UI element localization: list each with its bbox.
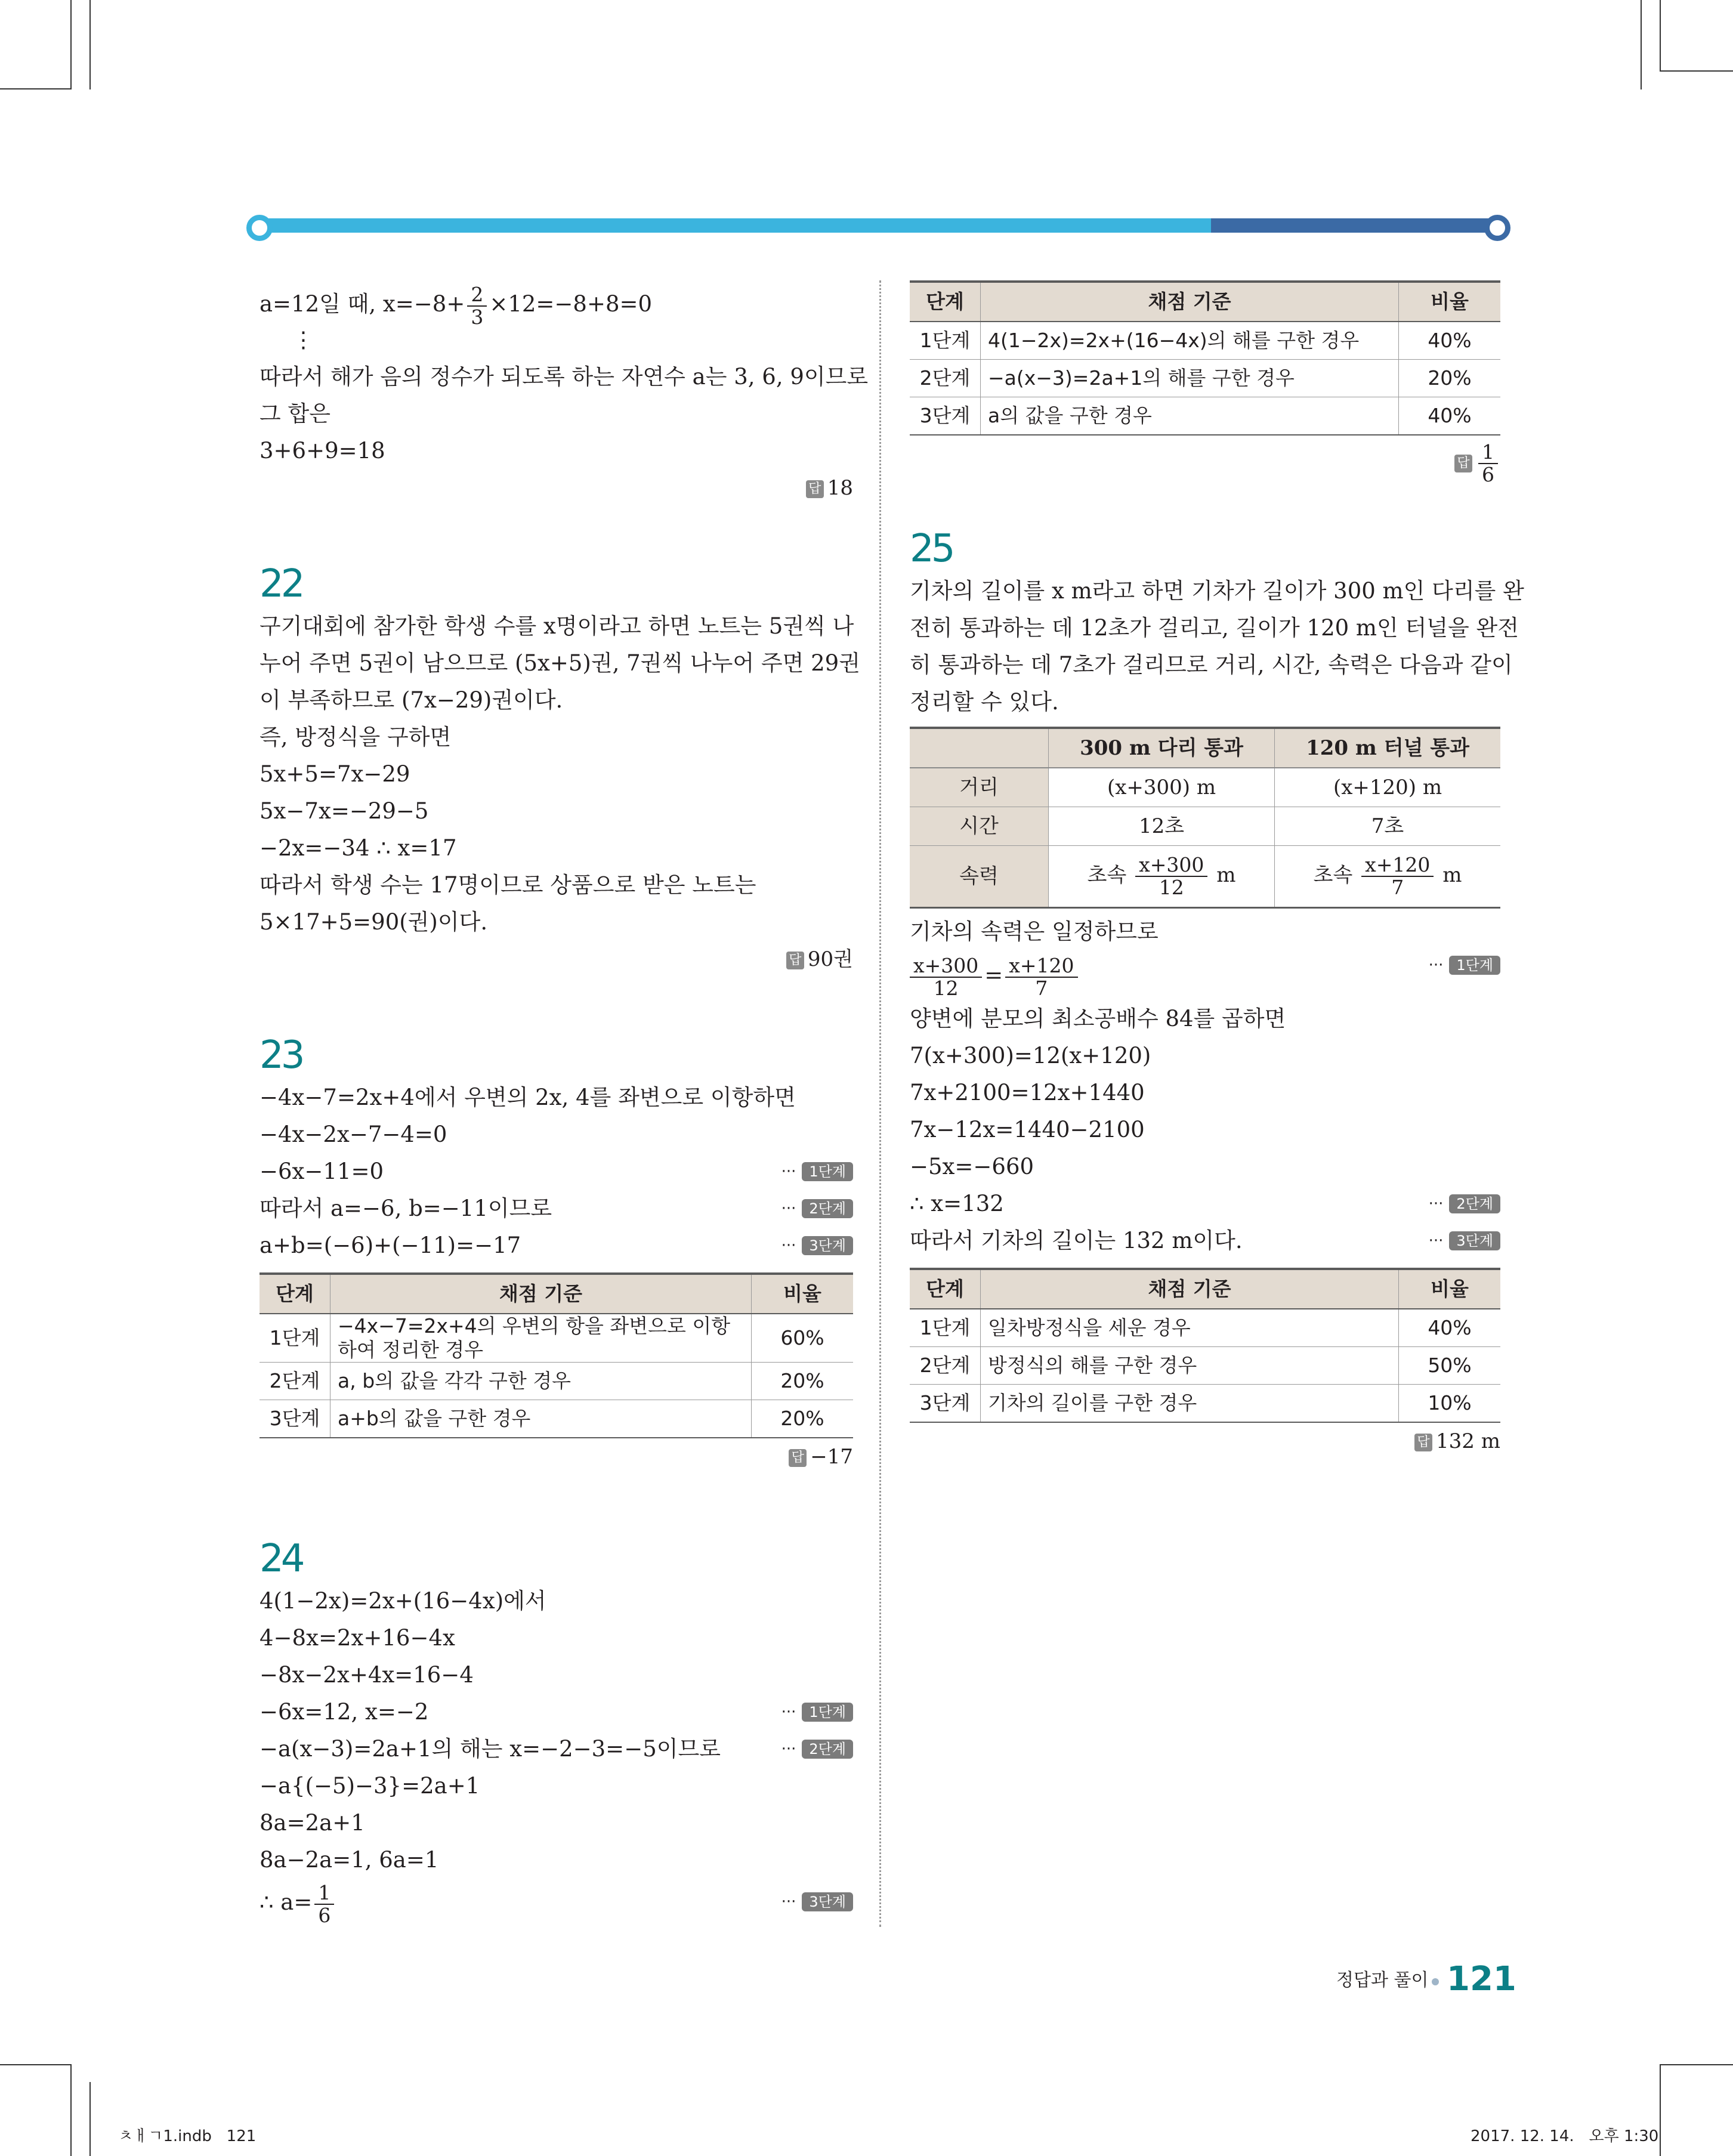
table-cell-ratio: 40%	[1399, 1309, 1501, 1347]
table-cell-ratio: 20%	[1399, 360, 1501, 397]
step-tag: 3단계	[1449, 1231, 1500, 1250]
step-marker	[781, 1892, 853, 1912]
crop-mark	[1660, 70, 1733, 72]
crop-mark	[1660, 2064, 1733, 2065]
speed-prefix: 초속	[1313, 863, 1353, 887]
step-tag: 3단계	[802, 1236, 853, 1255]
solution-text: −6x−11=0	[260, 1159, 384, 1184]
table-cell-criterion: 방정식의 해를 구한 경우	[981, 1347, 1399, 1385]
answer-label: 답	[1414, 1434, 1432, 1451]
numerator: x+120	[1005, 955, 1077, 978]
step-marker	[781, 1739, 853, 1759]
table-cell-step: 3단계	[260, 1400, 330, 1438]
row-label-speed: 속력	[910, 846, 1049, 908]
solution-line	[260, 756, 853, 793]
table-header: 채점 기준	[981, 1269, 1399, 1309]
step-tag: 1단계	[802, 1162, 853, 1181]
table-cell-criterion: a+b의 값을 구한 경우	[330, 1400, 752, 1438]
table-cell-step: 3단계	[910, 1385, 981, 1423]
row-label-time: 시간	[910, 807, 1049, 846]
crop-mark	[0, 88, 72, 89]
distance-tunnel: (x+120) m	[1275, 768, 1500, 807]
table-header: 단계	[260, 1274, 330, 1314]
table-cell-step: 3단계	[910, 397, 981, 435]
page-number: 121	[1447, 1960, 1516, 1999]
solution-text: −5x=−660	[910, 1154, 1034, 1179]
table-cell-criterion: 4(1−2x)=2x+(16−4x)의 해를 구한 경우	[981, 322, 1399, 360]
time-tunnel: 7초	[1275, 807, 1500, 846]
right-column	[910, 280, 1524, 1460]
solution-line	[910, 1074, 1500, 1111]
solution-line	[260, 1842, 853, 1879]
solution-text: −a(x−3)=2a+1의 해는 x=−2−3=−5이므로	[260, 1736, 721, 1762]
crop-mark	[1660, 2064, 1661, 2156]
numerator: 1	[1478, 441, 1498, 464]
denominator: 7	[1035, 976, 1048, 1000]
step-marker	[1429, 955, 1500, 975]
equals-sign: =	[984, 962, 1003, 988]
intro-line: 3+6+9=18	[260, 438, 385, 464]
denominator: 6	[318, 1903, 331, 1927]
solution-line	[910, 1148, 1500, 1185]
table-cell-step: 2단계	[260, 1363, 330, 1400]
denominator: 3	[471, 305, 484, 329]
solution-line	[910, 1111, 1500, 1148]
speed-unit: m	[1442, 863, 1462, 887]
step-dots: ···	[781, 1163, 796, 1181]
step-dots: ···	[781, 1200, 796, 1218]
solution-line	[910, 684, 1500, 721]
numerator: x+300	[1135, 854, 1207, 877]
scoring-table	[910, 280, 1500, 435]
answer-label: 답	[789, 1449, 807, 1467]
section-label: 정답과 풀이	[1336, 1970, 1429, 1991]
crop-mark	[1660, 0, 1661, 72]
answer	[910, 1423, 1500, 1460]
step-tag: 2단계	[802, 1740, 853, 1759]
step-tag: 2단계	[802, 1199, 853, 1218]
time-bridge: 12초	[1049, 807, 1275, 846]
solution-line	[260, 1768, 853, 1805]
solution-text: 4−8x=2x+16−4x	[260, 1625, 455, 1651]
step-marker	[781, 1199, 853, 1219]
equation-line	[910, 950, 1500, 1000]
crop-mark	[89, 2082, 91, 2156]
answer	[260, 1438, 853, 1475]
footer-file: ㅊㅐㄱ1.indb 121	[118, 2127, 257, 2145]
step-marker	[781, 1702, 853, 1722]
table-header: 비율	[752, 1274, 854, 1314]
table-cell-criterion: a, b의 값을 각각 구한 경우	[330, 1363, 752, 1400]
solution-line: 기차의 속력은 일정하므로	[910, 919, 1159, 944]
solution-line	[910, 610, 1519, 647]
numerator: 2	[467, 284, 487, 307]
solution-text: 7(x+300)=12(x+120)	[910, 1043, 1151, 1068]
solution-line	[260, 830, 853, 867]
problem-23-body	[260, 1079, 853, 1264]
solution-line	[260, 1116, 853, 1153]
header-bar-light	[260, 218, 1211, 233]
table-cell-criterion: 일차방정식을 세운 경우	[981, 1309, 1399, 1347]
solution-line	[910, 1222, 1500, 1259]
solution-text: 누어 주면 5권이 남으므로 (5x+5)권, 7권씩 나누어 주면 29권	[260, 650, 860, 676]
solution-line	[260, 1227, 853, 1264]
problem-25-intro	[910, 573, 1524, 721]
train-table-corner	[910, 728, 1049, 768]
numerator: x+300	[910, 955, 982, 978]
table-cell-criterion: 기차의 길이를 구한 경우	[981, 1385, 1399, 1423]
table-cell-ratio: 20%	[752, 1363, 854, 1400]
solution-line	[910, 1037, 1500, 1074]
solution-text: 따라서 a=−6, b=−11이므로	[260, 1196, 552, 1221]
table-cell-criterion: a의 값을 구한 경우	[981, 397, 1399, 435]
intro-line: 따라서 해가 음의 정수가 되도록 하는 자연수 a는 3, 6, 9이므로	[260, 364, 869, 390]
solution-line	[260, 867, 853, 904]
solution-text: 이 부족하므로 (7x−29)권이다.	[260, 687, 563, 713]
fraction	[467, 284, 487, 328]
solution-text: 양변에 분모의 최소공배수 84를 곱하면	[910, 1006, 1286, 1031]
distance-bridge: (x+300) m	[1049, 768, 1275, 807]
scoring-table	[910, 1268, 1500, 1423]
table-header: 채점 기준	[330, 1274, 752, 1314]
intro-text: a=12일 때, x=−8+	[260, 291, 465, 317]
solution-line	[910, 647, 1513, 684]
answer	[910, 435, 1500, 489]
table-cell-ratio: 40%	[1399, 322, 1501, 360]
crop-mark	[0, 2064, 72, 2065]
step-marker	[781, 1235, 853, 1256]
fraction	[1478, 441, 1498, 486]
solution-line	[260, 645, 860, 682]
final-line	[260, 1879, 853, 1926]
solution-line	[910, 1000, 1500, 1037]
problem-24-body	[260, 1583, 853, 1879]
speed-prefix: 초속	[1087, 863, 1127, 887]
crop-mark	[89, 0, 91, 89]
table-cell-ratio: 10%	[1399, 1385, 1501, 1423]
table-cell-step: 2단계	[910, 1347, 981, 1385]
solution-text: 5×17+5=90(권)이다.	[260, 909, 488, 935]
step-tag: 2단계	[1449, 1194, 1500, 1213]
table-row	[260, 1314, 853, 1363]
solution-line	[260, 904, 853, 941]
left-column	[260, 282, 869, 1927]
numerator: x+120	[1361, 854, 1434, 877]
fraction	[1005, 955, 1077, 999]
table-row	[260, 1400, 853, 1438]
solution-text: 8a=2a+1	[260, 1810, 365, 1836]
table-cell-ratio: 20%	[752, 1400, 854, 1438]
table-row	[910, 1347, 1500, 1385]
solution-line	[910, 1185, 1500, 1222]
solution-text: a+b=(−6)+(−11)=−17	[260, 1233, 521, 1258]
numerator: 1	[314, 1882, 334, 1905]
step-tag: 1단계	[1449, 956, 1500, 975]
intro-line	[260, 282, 853, 329]
speed-unit: m	[1216, 863, 1236, 887]
answer	[260, 469, 853, 506]
solution-text: 전히 통과하는 데 12초가 걸리고, 길이가 120 m인 터널을 완전	[910, 615, 1519, 641]
table-header: 단계	[910, 282, 981, 322]
fraction	[314, 1882, 334, 1926]
speed-bridge	[1049, 846, 1275, 908]
step-tag: 1단계	[802, 1703, 853, 1722]
solution-line	[260, 682, 853, 719]
solution-text: −8x−2x+4x=16−4	[260, 1662, 474, 1688]
solution-text: −a{(−5)−3}=2a+1	[260, 1773, 480, 1799]
step-dots: ···	[781, 1893, 796, 1911]
fraction	[910, 955, 982, 999]
crop-mark	[1641, 0, 1642, 89]
answer-label: 답	[786, 952, 804, 969]
solution-line	[260, 1620, 853, 1657]
header-bar-end-dot	[1484, 215, 1510, 241]
solution-line	[260, 608, 853, 645]
solution-line	[260, 1657, 853, 1694]
header-bar-start-dot	[246, 215, 273, 241]
solution-text: 히 통과하는 데 7초가 걸리므로 거리, 시간, 속력은 다음과 같이	[910, 652, 1513, 678]
denominator: 7	[1391, 876, 1404, 899]
table-row	[910, 397, 1500, 435]
denominator: 12	[1159, 876, 1184, 899]
table-row	[260, 1363, 853, 1400]
solution-text: 정리할 수 있다.	[910, 689, 1059, 715]
problem-number: 24	[260, 1537, 302, 1581]
answer-label: 답	[1454, 455, 1472, 472]
step-dots: ···	[781, 1740, 796, 1758]
solution-text: −4x−7=2x+4에서 우변의 2x, 4를 좌변으로 이항하면	[260, 1085, 796, 1110]
table-cell-step: 1단계	[910, 1309, 981, 1347]
crop-mark	[70, 0, 72, 89]
table-header: 채점 기준	[981, 282, 1399, 322]
solution-line	[260, 1805, 853, 1842]
problem-22-body	[260, 608, 860, 941]
solution-line	[260, 719, 853, 756]
solution-text: −2x=−34 ∴ x=17	[260, 835, 457, 861]
answer-value: −17	[810, 1445, 853, 1469]
step-marker	[781, 1162, 853, 1182]
step-tag: 3단계	[802, 1892, 853, 1911]
column-divider	[879, 280, 881, 1927]
step-dots: ···	[1428, 1195, 1444, 1213]
answer-value: 18	[827, 476, 853, 500]
solution-text: −4x−2x−7−4=0	[260, 1122, 447, 1147]
train-table-header-tunnel: 120 m 터널 통과	[1275, 728, 1500, 768]
step-dots: ···	[781, 1237, 796, 1255]
solution-text: 즉, 방정식을 구하면	[260, 724, 452, 750]
intro-text: ×12=−8+8=0	[489, 291, 653, 317]
solution-line	[260, 1079, 853, 1116]
table-row	[910, 360, 1500, 397]
solution-line	[910, 573, 1524, 610]
table-cell-ratio: 50%	[1399, 1347, 1501, 1385]
answer-value: 132 m	[1436, 1429, 1500, 1453]
denominator: 12	[933, 976, 959, 1000]
solution-line	[260, 1731, 853, 1768]
train-table-header-bridge: 300 m 다리 통과	[1049, 728, 1275, 768]
page-number-dot	[1432, 1978, 1439, 1985]
problem-25-body	[910, 1000, 1500, 1259]
solution-text: 4(1−2x)=2x+(16−4x)에서	[260, 1588, 546, 1614]
solution-text: 따라서 기차의 길이는 132 m이다.	[910, 1228, 1243, 1253]
crop-mark	[70, 2064, 72, 2156]
step-marker	[1429, 1194, 1500, 1214]
solution-text: 5x+5=7x−29	[260, 761, 410, 787]
table-header: 비율	[1399, 1269, 1501, 1309]
footer-timestamp: 2017. 12. 14. 오후 1:30	[1471, 2127, 1659, 2145]
table-cell-ratio: 40%	[1399, 397, 1501, 435]
answer-value: 90권	[807, 947, 853, 971]
speed-tunnel	[1275, 846, 1500, 908]
table-cell-step: 1단계	[910, 322, 981, 360]
step-dots: ···	[781, 1703, 796, 1721]
denominator: 6	[1482, 463, 1494, 486]
header-bar-dark	[1211, 218, 1497, 233]
solution-text: ∴ x=132	[910, 1191, 1004, 1216]
solution-line	[260, 793, 853, 830]
table-cell-step: 2단계	[910, 360, 981, 397]
solution-text: 5x−7x=−29−5	[260, 798, 429, 824]
table-cell-criterion: −4x−7=2x+4의 우변의 항을 좌변으로 이항하여 정리한 경우	[330, 1314, 752, 1363]
solution-text: 8a−2a=1, 6a=1	[260, 1847, 439, 1873]
table-header: 비율	[1399, 282, 1501, 322]
problem-number: 23	[260, 1033, 302, 1077]
step-marker	[1429, 1231, 1500, 1251]
intro-line: 그 합은	[260, 401, 330, 427]
solution-text: 기차의 길이를 x m라고 하면 기차가 길이가 300 m인 다리를 완	[910, 578, 1524, 604]
solution-text: 구기대회에 참가한 학생 수를 x명이라고 하면 노트는 5권씩 나	[260, 613, 854, 639]
step-dots: ···	[1428, 956, 1444, 974]
solution-text: 따라서 학생 수는 17명이므로 상품으로 받은 노트는	[260, 872, 756, 898]
solution-line	[260, 1153, 853, 1190]
table-header: 단계	[910, 1269, 981, 1309]
table-cell-step: 1단계	[260, 1314, 330, 1363]
solution-text: 7x−12x=1440−2100	[910, 1117, 1145, 1142]
table-row	[910, 1385, 1500, 1423]
solution-text: −6x=12, x=−2	[260, 1699, 429, 1725]
solution-line	[260, 1694, 853, 1731]
table-cell-ratio: 60%	[752, 1314, 854, 1363]
answer-label: 답	[806, 480, 824, 498]
table-row	[910, 1309, 1500, 1347]
row-label-distance: 거리	[910, 768, 1049, 807]
problem-number: 22	[260, 562, 302, 606]
step-dots: ···	[1428, 1232, 1444, 1250]
fraction	[1361, 854, 1434, 898]
solution-line	[260, 1190, 853, 1227]
answer	[260, 941, 853, 978]
problem-number: 25	[910, 527, 953, 571]
scoring-table	[260, 1272, 853, 1438]
table-cell-criterion: −a(x−3)=2a+1의 해를 구한 경우	[981, 360, 1399, 397]
vdots: ⋮	[292, 327, 314, 353]
train-table	[910, 727, 1500, 909]
final-text: ∴ a=	[260, 1889, 313, 1915]
solution-line	[260, 1583, 853, 1620]
fraction	[1135, 854, 1207, 898]
table-row	[910, 322, 1500, 360]
solution-text: 7x+2100=12x+1440	[910, 1080, 1145, 1105]
